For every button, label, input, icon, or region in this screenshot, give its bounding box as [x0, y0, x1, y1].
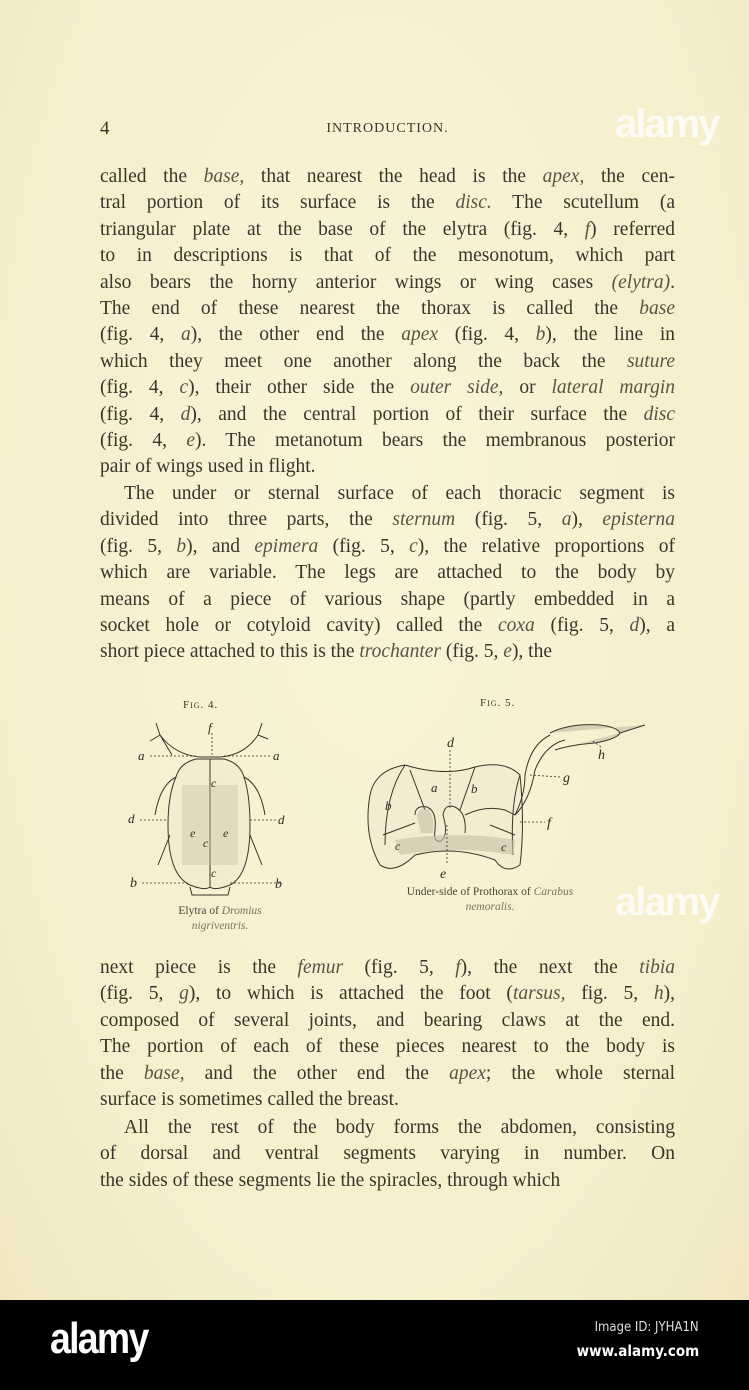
- italic-term: a: [180, 324, 191, 346]
- italic-term: coxa: [497, 614, 535, 636]
- alamy-logo: alamy: [50, 1314, 148, 1363]
- fig5-label-g: g: [563, 771, 570, 786]
- text-run: also bears the horny anterior wings or wing cases: [100, 271, 612, 293]
- paragraph-2: [100, 481, 675, 666]
- italic-term: g: [179, 983, 189, 1005]
- text-run: ), their other side the: [188, 377, 411, 399]
- text-run: which they meet one another along the back the: [100, 350, 627, 372]
- text-run: The scutellum (a: [491, 192, 675, 214]
- text-run: (fig. 5,: [534, 614, 630, 636]
- text-run: (fig. 5,: [455, 509, 562, 531]
- fig4-label-e2: e: [223, 826, 229, 840]
- text-run: the: [100, 1062, 144, 1084]
- text-run: ), the next the: [460, 957, 640, 978]
- fig4-label-c3: c: [211, 866, 217, 880]
- text-run: ),: [571, 509, 603, 531]
- fig5-label-b-right: b: [471, 781, 478, 796]
- text-line: [100, 639, 675, 665]
- fig4-label-d-left: d: [128, 811, 135, 826]
- italic-term: c: [409, 535, 418, 557]
- fig5-label-h: h: [598, 748, 605, 763]
- figure-5-caption: Under-side of Prothorax of Carabus nemoralis.: [406, 886, 574, 913]
- text-run: ), the line in: [545, 324, 675, 346]
- fig4-label-b-right: b: [275, 877, 282, 892]
- text-line: [100, 955, 675, 981]
- text-run: All the rest of the body forms the abdomen, consisting: [124, 1117, 675, 1138]
- italic-term: e: [186, 429, 195, 451]
- text-run: pair of wings used in flight.: [100, 456, 316, 478]
- italic-term: b: [535, 324, 546, 346]
- text-run: ), and: [186, 535, 255, 557]
- figure-4-title: Fig. 4.: [183, 699, 219, 711]
- italic-term: h: [653, 983, 664, 1005]
- italic-term: disc.: [455, 192, 492, 214]
- text-run: (fig. 5,: [441, 641, 504, 663]
- text-run: (fig. 5,: [100, 983, 180, 1005]
- italic-term: apex: [401, 324, 439, 346]
- text-line: [100, 481, 675, 507]
- italic-term: f: [455, 957, 461, 978]
- text-line: [100, 270, 675, 296]
- italic-term: e: [503, 641, 512, 663]
- text-line: [100, 164, 675, 190]
- figure-5-prothorax: [355, 715, 655, 885]
- text-run: means of a piece of various shape (partly embedded in a: [100, 588, 675, 610]
- text-run: the cen-: [584, 166, 675, 187]
- italic-term: d: [180, 403, 191, 425]
- text-run: ; the whole sternal: [485, 1062, 675, 1084]
- text-line: [100, 1168, 675, 1194]
- figure-5-title: Fig. 5.: [480, 697, 516, 709]
- text-line: [100, 296, 675, 322]
- italic-term: d: [629, 614, 640, 636]
- text-line: [100, 507, 675, 533]
- text-run: next piece is the: [100, 957, 298, 978]
- text-run: ) referred: [590, 218, 675, 240]
- text-line: [100, 349, 675, 375]
- text-line: [100, 454, 675, 480]
- italic-term: tarsus,: [512, 983, 566, 1005]
- text-line: [100, 560, 675, 586]
- text-line: [100, 1061, 675, 1087]
- text-line: [100, 1034, 675, 1060]
- paragraph-3: [100, 955, 675, 1113]
- fig4-label-b-left: b: [130, 876, 137, 891]
- fig5-label-e: e: [440, 867, 447, 882]
- italic-term: c: [179, 377, 189, 399]
- text-run: (fig. 5,: [343, 957, 456, 978]
- fig5-label-c-right: c: [501, 840, 507, 854]
- text-run: ),: [663, 983, 675, 1005]
- text-run: the sides of these segments lie the spiracles, through which: [100, 1169, 561, 1191]
- text-line: [100, 534, 675, 560]
- text-line: [100, 190, 675, 216]
- text-line: [100, 428, 675, 454]
- fig5-label-c-left: c: [395, 839, 401, 853]
- text-run: triangular plate at the base of the elytra (fig. 4,: [100, 218, 585, 240]
- text-run: ), to which is attached the foot (: [188, 983, 513, 1005]
- fig4-label-a-right: a: [273, 748, 280, 763]
- fig4-label-d-right: d: [278, 812, 285, 827]
- fig4-label-e1: e: [190, 826, 196, 840]
- italic-term: base,: [143, 1062, 185, 1084]
- text-run: (fig. 4,: [100, 429, 187, 451]
- text-line: [100, 613, 675, 639]
- text-run: (fig. 4,: [438, 324, 536, 346]
- italic-term: a: [561, 509, 572, 531]
- text-run: (fig. 4,: [100, 324, 181, 346]
- italic-term: trochanter: [359, 641, 441, 663]
- italic-term: base,: [203, 166, 245, 187]
- text-run: fig. 5,: [565, 983, 654, 1005]
- text-run: that nearest the head is the: [244, 166, 543, 187]
- italic-term: apex,: [542, 166, 585, 187]
- italic-term: femur: [297, 957, 344, 978]
- text-run: ), and the central portion of their surface the: [190, 403, 644, 425]
- text-run: (fig. 5,: [100, 535, 177, 557]
- italic-term: sternum: [392, 509, 456, 531]
- text-run: The portion of each of these pieces nearest to the body is: [100, 1036, 675, 1058]
- fig4-label-a-left: a: [138, 748, 145, 763]
- italic-term: base: [639, 297, 675, 319]
- text-run: The under or sternal surface of each thoracic segment is: [124, 483, 675, 504]
- paragraph-4: [100, 1115, 675, 1194]
- italic-term: apex: [449, 1062, 486, 1084]
- text-run: of dorsal and ventral segments varying in number. On: [100, 1143, 675, 1165]
- text-run: The end of these nearest the thorax is called the: [100, 297, 640, 319]
- fig5-label-d: d: [447, 736, 454, 751]
- text-run: called the: [100, 166, 204, 187]
- text-run: surface is sometimes called the breast.: [100, 1088, 399, 1110]
- italic-term: b: [176, 535, 187, 557]
- text-line: [100, 1115, 675, 1141]
- text-run: ), a: [639, 614, 676, 636]
- text-line: [100, 981, 675, 1007]
- italic-term: disc: [643, 403, 676, 425]
- text-line: [100, 217, 675, 243]
- watermark: alamy: [615, 880, 719, 924]
- fig4-label-f: f: [208, 720, 212, 735]
- italic-term: episterna: [602, 509, 675, 531]
- italic-term: suture: [626, 350, 675, 372]
- italic-term: lateral margin: [551, 377, 676, 399]
- fig5-label-f: f: [547, 816, 551, 831]
- text-line: [100, 243, 675, 269]
- text-run: to in descriptions is that of the mesonotum, which part: [100, 245, 675, 267]
- text-line: [100, 1087, 675, 1113]
- italic-term: (elytra): [611, 271, 671, 293]
- text-line: [100, 1141, 675, 1167]
- text-run: or: [503, 377, 552, 399]
- text-run: tral portion of its surface is the: [100, 192, 456, 214]
- text-line: [100, 587, 675, 613]
- fig4-label-c1: c: [211, 776, 217, 790]
- fig5-label-a: a: [431, 780, 438, 795]
- text-run: ), the relative proportions of: [417, 535, 676, 557]
- text-run: ). The metanotum bears the membranous posterior: [194, 429, 675, 451]
- image-id: Image ID: JYHA1N: [594, 1320, 699, 1335]
- figure-4-caption: Elytra of Dromius nigriventris.: [178, 905, 262, 932]
- text-run: socket hole or cotyloid cavity) called the: [100, 614, 498, 636]
- paragraph-1: [100, 164, 675, 481]
- running-title: INTRODUCTION.: [326, 121, 449, 136]
- text-run: (fig. 4,: [100, 377, 180, 399]
- text-run: short piece attached to this is the: [100, 641, 360, 663]
- italic-term: tibia: [639, 957, 675, 978]
- fig4-label-c2: c: [203, 836, 209, 850]
- text-run: divided into three parts, the: [100, 509, 393, 531]
- text-run: .: [670, 271, 675, 293]
- fig5-label-b-left: b: [385, 798, 392, 813]
- italic-term: epimera: [254, 535, 319, 557]
- text-line: [100, 375, 675, 401]
- italic-term: outer side,: [410, 377, 504, 399]
- stock-banner: [0, 1300, 749, 1390]
- italic-term: f: [584, 218, 591, 240]
- watermark: alamy: [615, 102, 719, 146]
- website-link[interactable]: www.alamy.com: [576, 1342, 699, 1360]
- text-run: ), the: [511, 641, 553, 663]
- text-run: (fig. 4,: [100, 403, 181, 425]
- text-run: ), the other end the: [190, 324, 402, 346]
- figure-4-beetle-elytra: [120, 715, 300, 900]
- text-run: which are variable. The legs are attached to the body by: [100, 562, 675, 584]
- text-line: [100, 322, 675, 348]
- text-run: (fig. 5,: [318, 535, 410, 557]
- text-run: and the other end the: [184, 1062, 450, 1084]
- text-line: [100, 402, 675, 428]
- text-run: composed of several joints, and bearing claws at the end.: [100, 1009, 675, 1031]
- running-header: [100, 118, 675, 142]
- text-line: [100, 1008, 675, 1034]
- page-number: 4: [100, 118, 110, 139]
